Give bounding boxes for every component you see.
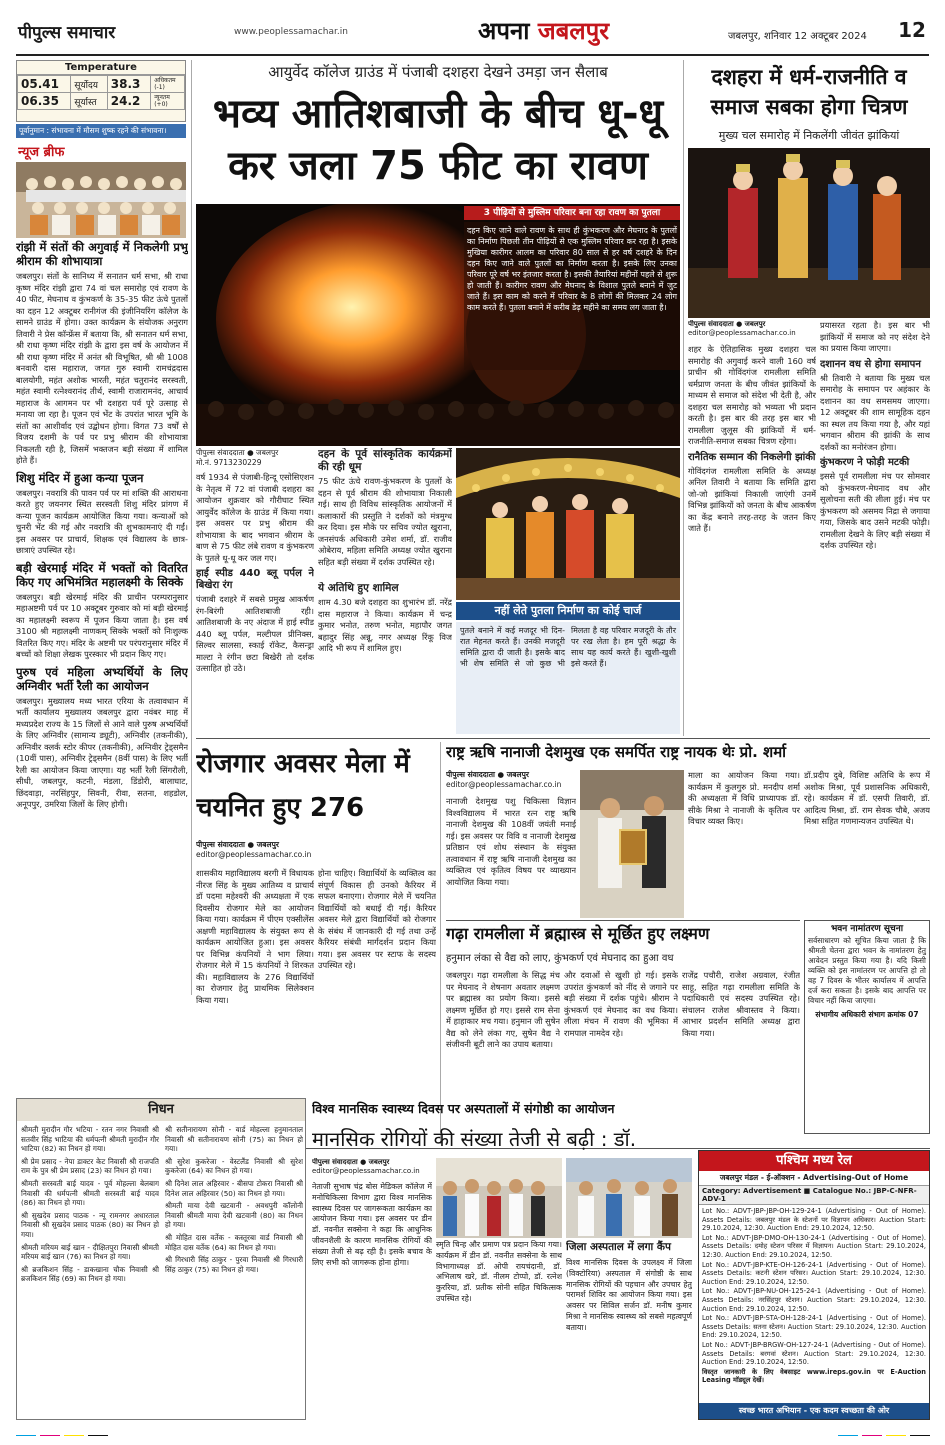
railway-title: पश्चिम मध्य रेल: [699, 1151, 929, 1171]
right-body4: श्री तिवारी ने बताया कि मुख्य चल समारोह के समापन पर अहंकार के दशानन का वध समसमय जाएगा। 12 अक्टूबर की शाम सामूहिक दहन का स्थल तय किया गया है, और यहां भगवान श्रीराम की झांकी के साथ दर्शकों का मनोरंजन होगा।: [820, 372, 930, 452]
laxman-col1: जबलपुर। गढ़ा रामलीला के सिद्ध मंच पर मेघनाद ने शेषनाग अवतार लक्ष्मण पर ब्रह्मास्त्र का प्रयोग किया। इससे लक्ष्मण मूर्छित हो गए। इससे राम सेना में हाहाकार मच गया। हनुमान जी सुषेन वैद्य को लेने लंका गए, सुषेन वैद्य ने संजीवनी बूटी लाने का उपाय बताया।: [446, 970, 560, 1049]
nanaji-photo: [580, 770, 684, 918]
masthead-rule: [16, 54, 929, 56]
brief-headline: शिशु मंदिर में हुआ कन्या पूजन: [16, 470, 144, 485]
railway-subtitle: जबलपुर मंडल - ई-ऑक्शन - Advertising-Out of Home: [719, 1173, 909, 1182]
sunrise-time: 05.41: [18, 76, 71, 93]
lead-body-col2: [318, 448, 452, 580]
railway-footer: विस्तृत जानकारी के लिए वेबसाइट www.ireps.gov.in पर E-Auction Leasing मॉड्यूल देखें।: [702, 1367, 926, 1385]
laxman-top-rule: [446, 920, 800, 921]
mh-sub-head: जिला अस्पताल में लगा कैंप: [566, 1241, 671, 1253]
obituary-entry: श्री प्रेम प्रसाद - नेपा डाक्टर केट निवासी श्री राजपति राम के पुत्र श्री प्रेम प्रसाद (23) का निधन हो गया।: [21, 1156, 159, 1176]
obituary-entry: श्री सुरेश कुकरेजा - वेस्टलैंड निवासी श्री सुरेश कुकरेजा (64) का निधन हो गया।: [165, 1156, 303, 1176]
brief-body: जबलपुर। संतों के सानिध्य में सनातन धर्म सभा, श्री राधा कृष्ण मंदिर रांझी द्वारा 74 वां चल समारोह एवं रावण के 40 फीट, मेघनाथ व कुंभकर्ण के 35-35 फीट ऊंचे पुतलों का दहन 12 अक्टूबर रानीगंज की इंजीनियरिंग कॉलेज के सामने ग्राउंड में होगा। उक्त कार्यक्रम के संयोजक अनुराग तिवारी ने प्रेस कॉन्फ्रेंस में बताया कि, श्री सनातन धर्म सभा, श्री राधा कृष्ण मंदिर रांझी के द्वारा इस वर्ष के आयोजन में श्री राधा कृष्ण मंदिर में अनंत श्री विभूषित, श्री श्री 1008 बनवारी दास महाराज, जगत गुरु स्वामी रामचंद्रदास बालयोगी, महंत अशोक भारती, महंत चतुरानंद सरस्वती, महंत स्वामी रत्नेश्वरानंद तीर्थ, स्वामी राजारामनंद, आचार्य महाराज के आगमन पर भी दशहरा पर्व पूरे उत्साह से मनाया जा रहा है। पूजन एवं भेंट के उपरांत भारत भूमि के संतों का आशीर्वाद एवं उद्बोधन होगा। विगत 73 वर्षों से विजय दशमी के पर्व पर प्रभु श्रीराम की शोभायात्रा निकलती रही है, जिसमें भक्तजन बड़ी संख्या में शामिल होते हैं।: [16, 271, 188, 465]
nidhan-box: [16, 1098, 306, 1420]
right-body2: गोविंदगंज रामलीला समिति के अध्यक्ष अनिल तिवारी ने बताया कि समिति द्वारा जो-जो झांकियां निकाली जाएंगी उनमें विभिन्न झांकियों को जनता के बीच आकर्षण का केंद्र बनाने तरह-तरह के जतन किए जाते हैं।: [688, 465, 816, 533]
paper-logo: [18, 20, 115, 43]
railway-category: Category: Advertisement ■ Catalogue No.: JBP-C-NFR-ADV-1: [699, 1185, 929, 1205]
railway-lot: Lot No.: ADVT-JBP-BRGW-OH-127-24-1 (Advertising - Out of Home). Assets Details: बरगवां स्टेशन। Auction Start: 29.10.2024, 12:30. Auction End: 29.10.2024, 12:50.: [702, 1340, 926, 1367]
obituary-entry: श्रीमती मुरादीन गौर भटिया - रतन नगर निवासी श्री सतवीर सिंह भाटिया की धर्मपत्नी श्रीमती मुरादीन गौर भाटिया (82) का निधन हो गया।: [21, 1125, 159, 1154]
procession-photo: [688, 148, 930, 318]
rojgar-byline: पीपुल्स संवाददाता ● जबलपुर: [196, 840, 279, 849]
obituary-entry: श्री दिनेश लाल अहिरवार - बीसपा टोकरा निवासी श्री दिनेश लाल अहिरवार (50) का निधन हो गया।: [165, 1178, 303, 1198]
weather-box: [16, 60, 186, 122]
lead-sub3-head: ये अतिथि हुए शामिल: [318, 582, 399, 594]
nanaji-col1: नानाजी देशमुख पशु चिकित्सा विज्ञान विश्वविद्यालय में भारत रत्न राष्ट्र ऋषि नानाजी देशमुख की 108वीं जयंती मनाई गई। इस अवसर पर विवि व नानाजी देशमुख प्रतिष्ठान एवं शोध संस्थान के संयुक्त तत्वावधान में राष्ट्र ऋषि नानाजी देशमुख का व्यक्तित्व एवं कृतित्व विषय पर व्याख्यान आयोजित किया गया।: [446, 796, 576, 887]
brief-body: जबलपुर। मुख्यालय मध्य भारत एरिया के तत्वावधान में भर्ती कार्यालय मुख्यालय जबलपुर द्वारा नवंबर माह में मध्यप्रदेश राज्य के 15 जिलों से आने वाले पुरुष अभ्यर्थियों के लिए अग्निवीर (सामान्य ड्यूटी), अग्निवीर (तकनीकी), अग्निवीर क्लर्क स्टोर कीपर (तकनीकी), अग्निवीर ट्रेड्समैन (10वीं पास), अग्निवीर ट्रेड्समैन (8वीं पास) के लिए भर्ती रैली का आयोजन किया जाएगा। यह भर्ती रैली सिंगरौली, सीधी, जबलपुर, कटनी, मंडला, डिंडोरी, बालाघाट, छिंदवाड़ा, नरसिंहपुर, सिवनी, रीवा, सतना, शहडोल, अनूपपुर, उमरिया जिलों के लिए होगी।: [16, 695, 188, 809]
registration-bar: [16, 1428, 930, 1436]
sunset-time: 06.35: [18, 93, 71, 110]
lead-photo-credit: [196, 448, 316, 470]
nanaji-col2: माला का आयोजन किया गया। कार्यक्रम में कुलगुरु प्रो. मनदीप शर्मा की अध्यक्षता में विधि प्राध्यापक डॉ. सीके मिश्रा ने नानाजी के कृतित्व पर विचार व्यक्त किए।: [688, 770, 800, 826]
max-temp: 38.3: [107, 76, 150, 93]
lead-highlight-title: 3 पीढ़ियों से मुस्लिम परिवार बना रहा रावण का पुतला: [464, 206, 680, 220]
obituary-entry: श्रीमती सरस्वती बाई यादव - पूर्व मोहल्ला बेलबाग निवासी की धर्मपत्नी श्रीमती सरस्वती बाई यादव (86) का निधन हो गया।: [21, 1178, 159, 1208]
notice-body: सर्वसाधारण को सूचित किया जाता है कि श्रीमती चेतना द्वारा भवन के नामांतरण हेतु आवेदन प्रस्तुत किया गया है। यदि किसी व्यक्ति को इस नामांतरण पर आपत्ति हो तो वह 7 दिवस के भीतर कार्यालय में आपत्ति दर्ज करा सकता है। इसके बाद आपत्ति पर विचार नहीं किया जाएगा।: [808, 936, 926, 1005]
right-sub3-head: कुंभकरण ने फोड़ी मटकी: [820, 457, 910, 468]
left-column-rule: [191, 60, 192, 995]
rojgar-rule: [440, 742, 441, 1144]
min-temp: 24.2: [107, 93, 150, 110]
railway-lot: Lot No.: ADVT-JBP-KTE-OH-126-24-1 (Advertising - Out of Home). Assets Details: कटनी स्टेशन परिसर। Auction Start: 29.10.2024, 12:30. Auction End: 29.10.2024, 12:50.: [702, 1260, 926, 1286]
notice-title: भवन नामांतरण सूचना: [830, 924, 904, 934]
max-temp-label: [151, 76, 185, 93]
mh-col1: नेताजी सुभाष चंद्र बोस मेडिकल कॉलेज में मनोचिकित्सा विभाग द्वारा विश्व मानसिक स्वास्थ्य दिवस पर जागरूकता कार्यक्रम का आयोजन किया गया। इस अवसर पर डीन डॉ. नवनीत सक्सेना ने कहा कि आधुनिक जीवनशैली के कारण मानसिक रोगियों की संख्या तेजी से बढ़ रही है। इसके बचाव के लिए सभी को जागरूक होना होगा।: [312, 1182, 432, 1267]
mh-kicker: विश्व मानसिक स्वास्थ्य दिवस पर अस्पतालों में संगोष्ठी का आयोजन: [312, 1101, 615, 1116]
lead-right-rule: [683, 60, 684, 736]
section-title: [478, 14, 609, 47]
laxman-col3: राजेंद्र पचौरी, राजेश अग्रवाल, रंजीत साहू, सहित गढ़ा रामलीला समिति के पदाधिकारी एवं सदस्य उपस्थित रहे। संचालन राजेश श्रीवास्तव ने किया। आभार प्रदर्शन समिति अध्यक्ष द्वारा किया गया।: [682, 970, 800, 1038]
obituary-entry: श्रीमती मरियम बाई खान - दीक्षितपुरा निवासी श्रीमती मरियम बाई खान (76) का निधन हो गया।: [21, 1242, 159, 1262]
seminar-photo: [436, 1158, 562, 1238]
lead-photo-tableau: [456, 448, 680, 600]
right-col1: [688, 344, 816, 736]
mh-col2: स्मृति चिन्ह और प्रमाण पत्र प्रदान किया गया। कार्यक्रम में डीन डॉ. नवनीत सक्सेना के साथ विभागाध्यक्ष डॉ. ओपी रायचंदानी, डॉ. अभिलाष खरे, डॉ. नीलम टोप्पो, डॉ. रत्नेश कुररिया, डॉ. प्रतीक सोनी सहित चिकित्सक उपस्थित रहे।: [436, 1240, 562, 1303]
max-delta: (-1): [154, 84, 165, 91]
railway-slogan: स्वच्छ भारत अभियान - एक कदम स्वच्छता की ओर: [699, 1403, 929, 1419]
railway-lot: Lot No.: ADVT-JBP-STA-OH-128-24-1 (Advertising - Out of Home). Assets Details: सतना स्टेशन। Auction Start: 29.10.2024, 12:30. Auction End: 29.10.2024, 12:50.: [702, 1314, 926, 1340]
right-byline: पीपुल्स संवाददाता ● जबलपुर: [688, 320, 766, 328]
laxman-col2: और दवाओं से खुशी हो गई। इसके उपरांत कुंभकर्ण को नींद से जगाने पर बड़ी संख्या में दर्शक पहुंचे। श्रीराम ने कुंभकर्ण एवं मेघनाद का वध किया। लीला मंचन में रावण की भूमिका में रामपाल नामदेव रहे।: [564, 970, 678, 1038]
brief-headline: पुरुष एवं महिला अभ्यर्थियों के लिए अग्निवीर भर्ती रैली का आयोजन: [16, 664, 188, 693]
right-body5: इससे पूर्व रामलीला मंच पर सोमवार को कुंभकरण-मेघनाद वध और सुलोचना सती की लीला हुई। मंच पर कुंभकरण को असमय निद्रा से जगाया गया, जिसके बाद उसने मटकी फोड़ी। रामलीला देखने के लिए बड़ी संख्या में दर्शक उपस्थित रहे।: [820, 471, 930, 550]
website-url: www.peoplessamachar.in: [234, 27, 348, 37]
nanaji-col3: डॉ.प्रदीप दुबे, विशिष्ट अतिथि के रूप में अशोक मिश्रा, पूर्व प्रशासनिक अधिकारी, रहे। कार्यक्रम में डॉ. एसपी तिवारी, डॉ. आदित्य मिश्रा, डॉ. राम सेवक चौबे, अजय मिश्रा सहित गणमान्यजन उपस्थित थे।: [804, 770, 930, 826]
railway-ad: [698, 1150, 930, 1420]
railway-lot: Lot No.: ADVT-JBP-NU-OH-125-24-1 (Advertising - Out of Home). Assets Details: नरसिंहपुर स्टेशन। Auction Start: 29.10.2024, 12:30. Auction End: 29.10.2024, 12:50.: [702, 1287, 926, 1313]
lead-body-col2b: [318, 582, 452, 734]
nidhan-col2: [165, 1125, 303, 1417]
inset-body: पुतले बनाने में कई मजदूर भी दिन-रात मेहनत करते हैं। उनकी मजदूरी समिति द्वारा दी जाती है। इसके बाद भी शेष समिति से जो कुछ भी मिलता है वह परिवार मजदूरी के तौर पर रख लेता है। हम पूरी श्रद्धा के साथ यह कार्य करते हैं। खुशी-खुशी इसे करते हैं।: [456, 622, 680, 734]
min-temp-label: [151, 93, 185, 110]
lead-highlight-body: दहन किए जाने वाले रावण के साथ ही कुंभकरण और मेघनाद के पुतलों का निर्माण पिछली तीन पीढ़ियों से एक मुस्लिम परिवार कर रहा है। इसके मुखिया कारीगर आलम का परिवार 80 साल से हर वर्ष दशहरे के दिन दहन किए जाने वाले पुतलों का निर्माण करता है। इसके लिए उनका परिवार पूरे वर्ष भर इंतजार करता है। इसकी तैयारियां महीनों पहले से शुरू हो जाती हैं। कारीगर रावण और मेघनाद के विशाल पुतले बनाने में जुट जाते हैं। इस काम को करने में परिवार के 8 लोगों की मिलकर 24 लोग काम करते हैं। पुतला बनाने में करीब डेढ़ महीने का समय लग जाता है।: [464, 222, 680, 370]
lead-sub2-head: दहन के पूर्व सांस्कृतिक कार्यक्रमों की रही धूम: [318, 448, 452, 473]
paper-name: पीपुल्स समाचार: [18, 23, 116, 43]
weather-table: [17, 75, 185, 110]
lead-sub1-body: पंजाबी दशहरे में सबसे प्रमुख आकर्षण रंग-बिरंगी आतिशबाजी रही। आतिशबाजी के नए अंदाज में हाई स्पीड 440 ब्लू पर्पल, मल्टीपल प्रीनिक्स, सिल्वर सालसा, स्काई रॉकेट, कैसन्ड्रा माल्टा ने रंगीन छटा बिखेरी तो दर्शक उत्साहित हो उठे।: [196, 594, 314, 673]
mh-photo-1: [436, 1158, 562, 1238]
nanaji-byline-box: [446, 770, 576, 794]
lead-kicker: आयुर्वेद कॉलेज ग्राउंड में पंजाबी दशहरा देखने उमड़ा जन सैलाब: [268, 63, 608, 81]
mid-horizontal-rule: [196, 738, 930, 739]
right-col2: [820, 320, 930, 736]
nanaji-headline: राष्ट्र ऋषि नानाजी देशमुख एक समर्पित राष्ट्र नायक थेः प्रो. शर्मा: [446, 743, 787, 761]
laxman-headline: गढ़ा रामलीला में ब्रह्मास्त्र से मूर्छित हुए लक्ष्मण: [446, 924, 710, 943]
weather-row: [18, 76, 185, 93]
lead-headline: भव्य आतिशबाजी के बीच धू-धू कर जला 75 फीट का रावण: [212, 91, 664, 189]
lead-phone: मो.नं. 9713230229: [196, 458, 262, 467]
color-registration-marks: [16, 1435, 930, 1436]
news-brief-title: न्यूज ब्रीफ: [18, 145, 65, 160]
laxman-subhead: हनुमान लंका से वैद्य को लाए, कुंभकर्ण एवं मेघनाद का हुआ वध: [446, 953, 674, 964]
lead-sub1-head: हाई स्पीड 440 ब्लू पर्पल ने बिखेरा रंग: [196, 568, 314, 591]
right-body1: शहर के ऐतिहासिक मुख्य दशहरा चल समारोह की अगुवाई करने वाली 160 वर्ष प्राचीन श्री गोविंदगंज रामलीला समिति धर्मप्राण जनता के बीच जीवंत झांकियों के माध्यम से समाज को संदेश भी देती है, और दशहरा चल समारोह को भव्यता भी प्रदान करती है। इस बार की तरह इस बार भी रामलीला जुलूस की झांकियों में धर्म-राजनीति-समाज सबका चित्रण रहेगा।: [688, 344, 816, 446]
sunset-label: सूर्यास्त: [71, 93, 107, 110]
lead-sub3-body: शाम 4.30 बजे दशहरा का शुभारंभ डॉ. नरेंद्र दास महाराज ने किया। कार्यक्रम में चन्द्र कुमार भनोत, तरुण भनोत, महापौर जगत बहादुर सिंह अन्नू, नगर अध्यक्ष रिंकू विज आदि भी रूप में शामिल हुए।: [318, 597, 452, 653]
mh-col3: विश्व मानसिक दिवस के उपलक्ष्य में जिला (विक्टोरिया) अस्पताल में संगोष्ठी के साथ मानसिक रोगियों की पहचान और उपचार हेतु परामर्श शिविर का आयोजन किया गया। इस अवसर पर सिविल सर्जन डॉ. मनीष कुमार मिश्रा ने मानसिक स्वास्थ्य को सबसे महत्वपूर्ण बताया।: [566, 1258, 692, 1332]
rojgar-col2: होना चाहिए। विद्यार्थियों के व्यक्तित्व का संपूर्ण विकास ही उनको कैरियर में सफल बनाएगा। रोजगार मेले में चयनित विद्यार्थियों को बधाई दी गई। कैरियर अवसर मेले द्वारा विद्यार्थियों को रोजगार के संबंध में जानकारी दी गई तथा उन्हें कैरियर संबंधी मार्गदर्शन प्रदान किया गया। इस अवसर पर स्टाफ के सदस्य उपस्थित रहे।: [318, 868, 436, 970]
hospital-camp-photo: [566, 1158, 692, 1238]
rojgar-col1: शासकीय महाविद्यालय बरगी में विधायक नीरज सिंह के मुख्य आतिथ्य व प्राचार्य डॉ पदमा महेश्वरी की अध्यक्षता में एक दिवसीय रोजगार मेले का आयोजन किया गया। कार्यक्रम में पीएम एक्सीलेंस अक्षणी महाविद्यालय के संयुक्त रूप से कार्यक्रम आयोजित हुआ। इस अवसर पर विभिन्न कंपनियों ने भाग लिया। रोजगार मेले में 15 कंपनियों ने शिरकत की। महाविद्यालय के 276 विद्यार्थियों का रोजगार हेतु प्राथमिक सिलेक्शन किया गया।: [196, 868, 314, 1005]
brief-photo-saints: [16, 162, 186, 238]
masthead: [0, 0, 945, 62]
sunrise-label: सूर्योदय: [71, 76, 107, 93]
weather-title: Temperature: [17, 61, 185, 75]
nanaji-email: editor@peoplessamachar.co.in: [446, 780, 562, 789]
obituary-entry: श्री गिरधारी सिंह ठाकुर - पुरवा निवासी श्री गिरधारी सिंह ठाकुर (75) का निधन हो गया।: [165, 1255, 303, 1274]
railway-lot: Lot No.: ADVT-JBP-DMO-OH-130-24-1 (Advertising - Out of Home). Assets Details: दमोह स्टेशन परिसर में विज्ञापन। Auction Start: 29.10.2024, 12:30. Auction End: 29.10.2024, 12:50.: [702, 1233, 926, 1259]
railway-lots: [699, 1205, 929, 1391]
nanaji-byline: पीपुल्स संवाददाता ● जबलपुर: [446, 770, 529, 779]
right-sub1-head: रानैतिक सम्मान की निकलेगी झांकी: [688, 451, 816, 463]
ram-tableau-photo: [456, 448, 680, 600]
nidhan-col1: [21, 1125, 159, 1417]
news-brief-column: [16, 240, 188, 995]
right-subhead: मुख्य चल समारोह में निकलेंगी जीवंत झांकियां: [718, 129, 900, 142]
mh-email: editor@peoplessamachar.co.in: [312, 1167, 420, 1175]
lead-byline: पीपुल्स संवाददाता ● जबलपुर: [196, 448, 279, 457]
brief-headline: रांझी में संतों की अगुवाई में निकलेगी प्रभु श्रीराम की शोभायात्रा: [16, 240, 188, 268]
weather-row: [18, 93, 185, 110]
obituary-entry: श्रीमती माया देवी खटवानी - अवधपुरी कॉलोनी निवासी श्रीमती माया देवी खटवानी (80) का निधन हो गया।: [165, 1201, 303, 1230]
right-headline: दशहरा में धर्म-राजनीति व समाज सबका होगा चित्रण: [710, 65, 908, 119]
rojgar-headline: रोजगार अवसर मेला में चयनित हुए 276: [196, 749, 410, 823]
brief-body: जबलपुर। नवरात्रि की पावन पर्व पर मां शक्ति की आराधना करते हुए जयनगर स्थित सरस्वती शिशु मंदिर प्रांगण में कन्या पूजन कार्यक्रम आयोजित किया गया। कन्याओं को चुनरी भेंट की गई और नवरात्रि की शुभकामनाएं दी गईं। इस अवसर पर प्राचार्य, शिक्षक एवं विद्यालय के छात्र-छात्राएं उपस्थित रहे।: [16, 487, 188, 555]
mh-photo-2: [566, 1158, 692, 1238]
press-conference-photo: [16, 162, 186, 238]
mh-byline: पीपुल्स संवाददाता ● जबलपुर: [312, 1158, 390, 1166]
mh-headline: मानसिक रोगियों की संख्या तेजी से बढ़ी : डॉ.: [312, 1127, 637, 1151]
obituary-entry: श्री सुखदेव प्रसाद पाठक - न्यू रामनगर अधारताल निवासी श्री सुखदेव प्रसाद पाठक (80) का निधन हो गया।: [21, 1210, 159, 1239]
section-title-part2: जबलपुर: [537, 17, 610, 45]
obituary-entry: श्री सतीनारायण सोनी - वार्ड मोहल्ला हनुमानताल निवासी श्री सतीनारायण सोनी (75) का निधन हो गया।: [165, 1125, 303, 1154]
right-photo-procession: [688, 148, 930, 318]
railway-lot: Lot No.: ADVT-JBP-JBP-OH-129-24-1 (Advertising - Out of Home). Assets Details: जबलपुर मंडल के स्टेशनों पर विज्ञापन अधिकार। Auction Start: 29.10.2024, 12:30. Auction End: 29.10.2024, 12:50.: [702, 1207, 926, 1233]
section-title-part1: अपना: [478, 17, 530, 45]
min-delta: (+0): [154, 101, 168, 108]
rojgar-email: editor@peoplessamachar.co.in: [196, 850, 312, 859]
award-ceremony-photo: [580, 770, 684, 918]
page-number: 12: [898, 18, 926, 42]
obituary-entry: श्री ब्रजकिशन सिंह - डाकखाना चौक निवासी श्री ब्रजकिशन सिंह (69) का निधन हो गया।: [21, 1264, 159, 1284]
lead-sub2-body: 75 फीट ऊंचे रावण-कुंभकरण के पुतलों के दहन से पूर्व श्रीराम की शोभायात्रा निकाली गई। साथ ही विविध सांस्कृतिक आयोजनों में कलाकारों की प्रस्तुति ने दर्शकों को मंत्रमुग्ध कर दिया। इस मौके पर सचिव ज्योत खुराना, जनसंपर्क अधिकारी उमेश शर्मा, डॉ. राजीव ओबेराय, महिला समिति अध्यक्ष ज्योत खुराना सहित बड़ी संख्या में दर्शक उपस्थित रहे।: [318, 476, 452, 567]
brief-headline: बड़ी खेरमाई मंदिर में भक्तों को वितरित किए गए अभिमंत्रित महालक्ष्मी के सिक्के: [16, 560, 188, 589]
obituary-entry: श्री मोहित दास वर्तेक - कस्तूरबा वार्ड निवासी श्री मोहित दास वर्तेक (64) का निधन हो गया।: [165, 1232, 303, 1252]
max-label: अधिकतम: [154, 77, 176, 84]
notice-sign: संभागीय अधिकारी संभाग क्रमांक 07: [815, 1010, 919, 1019]
right-body3: प्रयासरत रहता है। इस बार भी झांकियों में समाज को नए संदेश देने का प्रयास किया जाएगा।: [820, 320, 930, 353]
rojgar-byline-box: [196, 840, 434, 864]
right-byline-box: [688, 320, 816, 342]
lead-body-col1: [196, 472, 314, 734]
right-sub2-head: दशानन वध से होगा समापन: [820, 358, 921, 370]
inset-headline: नहीं लेते पुतला निर्माण का कोई चार्ज: [456, 602, 680, 620]
min-label: न्यूनतम: [154, 94, 170, 101]
notice-box: [804, 920, 930, 1134]
brief-body: जबलपुर। बड़ी खेरमाई मंदिर की प्राचीन परम्परानुसार महाअष्टमी पर्व पर 10 अक्टूबर गुरुवार को मां बड़ी खेरमाई का महालक्ष्मी स्वरूप में पूजन किया जाता है। इस वर्ष 3100 श्री महालक्ष्मी नाणकम् सिक्के भक्तों को निःशुल्क वितरित किए गए। मंदिर के अष्टमी पर परंपरानुसार मंदिर में बच्चों को शिक्षा लेखक पुरस्कार भी प्रदान किए गए।: [16, 591, 188, 659]
lead-body: वर्ष 1934 से पंजाबी-हिन्दू एसोसिएशन के नेतृत्व में 72 वां पंजाबी दशहरा का आयोजन शुक्रवार को गौरीघाट स्थित आयुर्वेद कॉलेज के ग्राउंड में किया गया। इस अवसर पर प्रभु श्रीराम की शोभायात्रा के बाद भगवान श्रीराम के बाण से 75 फीट लंबे रावण व कुंभकरण के पुतले धू-धू कर जल गए।: [196, 472, 314, 563]
weather-forecast: पूर्वानुमान : संभावना में मौसम शुष्क रहने की संभावना।: [16, 124, 186, 138]
mh-byline-box: [312, 1158, 432, 1180]
nidhan-title: निधन: [17, 1099, 305, 1121]
right-email: editor@peoplessamachar.co.in: [688, 329, 796, 337]
dateline: जबलपुर, शनिवार 12 अक्टूबर 2024: [728, 31, 867, 42]
